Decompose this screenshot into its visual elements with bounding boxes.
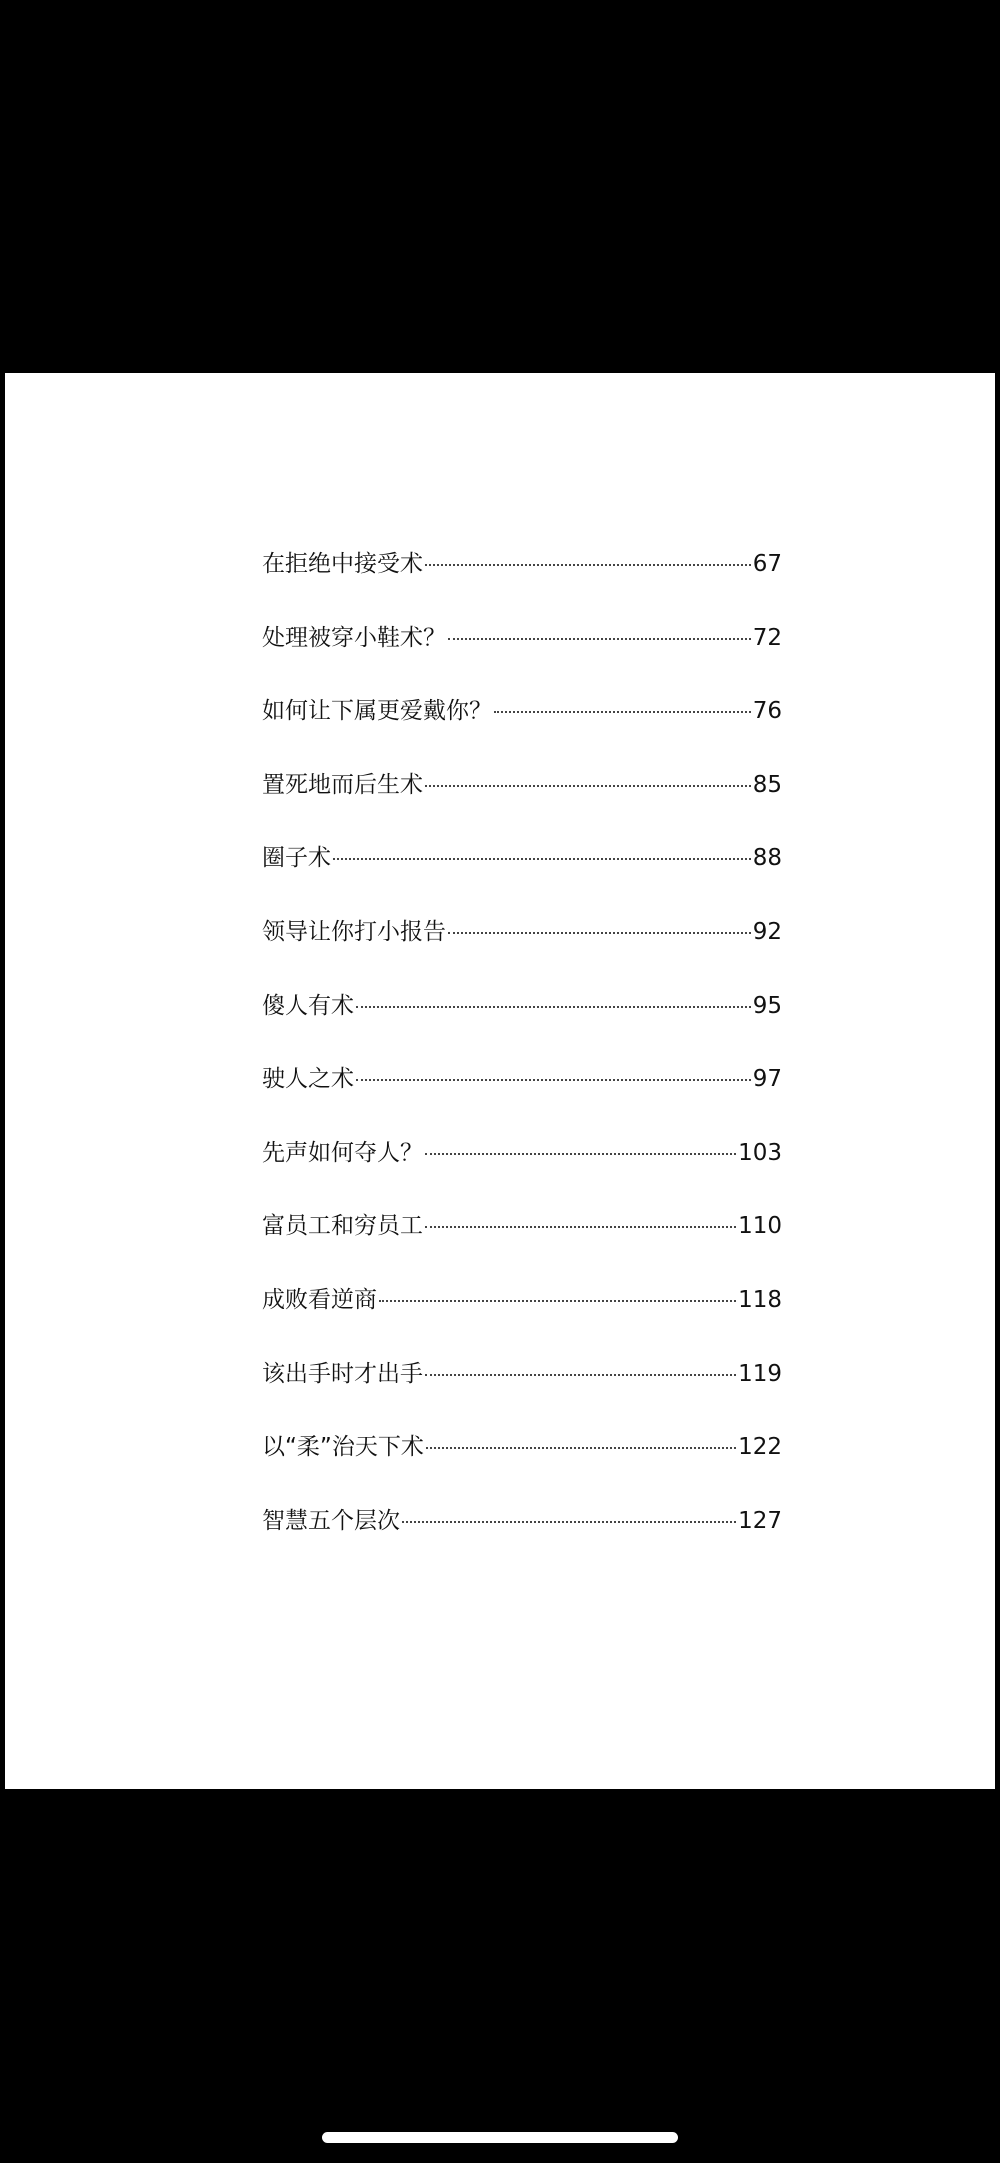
toc-dot-leader [379, 1300, 736, 1302]
toc-entry[interactable] [262, 1355, 782, 1429]
toc-entry-title: 领导让你打小报告 [262, 918, 446, 945]
toc-entry-title: 先声如何夺人？ [262, 1139, 423, 1166]
toc-entry-title: 智慧五个层次 [262, 1507, 400, 1534]
toc-entry[interactable] [262, 692, 782, 766]
toc-entry[interactable] [262, 1428, 782, 1502]
toc-entry-title: 在拒绝中接受术 [262, 551, 423, 577]
toc-entry-page: 127 [738, 1507, 782, 1534]
toc-entry-page: 67 [752, 551, 782, 577]
toc-entry[interactable] [262, 839, 782, 913]
toc-dot-leader [448, 638, 751, 640]
toc-entry-title: 傻人有术 [262, 992, 354, 1019]
toc-dot-leader [356, 1079, 751, 1081]
toc-entry-title: 处理被穿小鞋术？ [262, 624, 446, 651]
toc-entry-page: 118 [738, 1286, 782, 1313]
toc-dot-leader [425, 1226, 736, 1228]
toc-entry-page: 119 [738, 1360, 782, 1387]
toc-entry-page: 85 [752, 771, 782, 798]
toc-entry-page: 122 [738, 1434, 782, 1461]
toc-dot-leader [425, 785, 751, 787]
toc-entry[interactable] [262, 1502, 782, 1576]
toc-entry[interactable] [262, 1207, 782, 1281]
toc-entry-page: 97 [752, 1066, 782, 1093]
toc-entry-page: 72 [752, 624, 782, 651]
toc-entry-title: 以“柔”治天下术 [262, 1434, 424, 1461]
toc-dot-leader [333, 858, 751, 860]
toc-entry-page: 103 [738, 1139, 782, 1166]
toc-entry-page: 76 [752, 698, 782, 725]
toc-dot-leader [448, 932, 751, 934]
toc-entry-page: 92 [752, 918, 782, 945]
toc-entry[interactable] [262, 1060, 782, 1134]
toc-entry[interactable] [262, 1134, 782, 1208]
toc-entry[interactable] [262, 1281, 782, 1355]
toc-dot-leader [356, 1006, 751, 1008]
toc-entry-title: 富员工和穷员工 [262, 1213, 423, 1240]
toc-entry-page: 88 [752, 845, 782, 872]
toc-entry[interactable] [262, 619, 782, 693]
toc-dot-leader [425, 1153, 736, 1155]
home-indicator-bar[interactable] [322, 2132, 678, 2143]
table-of-contents [262, 545, 782, 1575]
toc-entry[interactable] [262, 913, 782, 987]
toc-dot-leader [426, 1447, 736, 1449]
toc-entry-page: 95 [752, 992, 782, 1019]
toc-entry-page: 110 [738, 1213, 782, 1240]
toc-dot-leader [425, 564, 751, 566]
toc-entry-title: 驶人之术 [262, 1066, 354, 1093]
toc-dot-leader [425, 1374, 736, 1376]
toc-dot-leader [494, 711, 751, 713]
toc-entry[interactable] [262, 987, 782, 1061]
toc-entry[interactable] [262, 545, 782, 619]
toc-dot-leader [402, 1521, 736, 1523]
toc-entry-title: 该出手时才出手 [262, 1360, 423, 1387]
toc-entry-title: 如何让下属更爱戴你？ [262, 698, 492, 725]
toc-entry-title: 圈子术 [262, 845, 331, 872]
toc-entry[interactable] [262, 766, 782, 840]
toc-entry-title: 成败看逆商 [262, 1286, 377, 1313]
toc-entry-title: 置死地而后生术 [262, 771, 423, 798]
